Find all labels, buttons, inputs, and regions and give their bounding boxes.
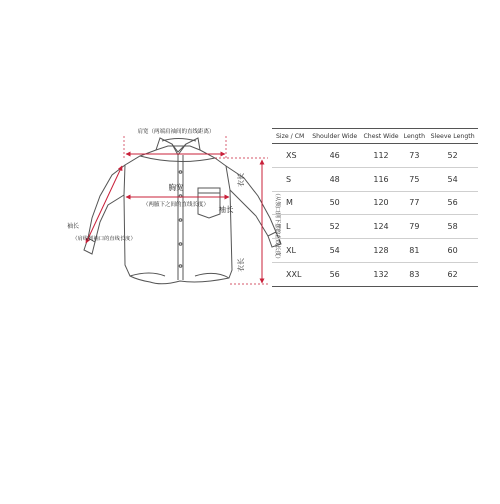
row-length: 81 bbox=[401, 239, 427, 263]
row-sleeve: 56 bbox=[427, 191, 478, 215]
row-size: XXL bbox=[272, 262, 309, 286]
chest-label: 胸宽 bbox=[168, 183, 184, 192]
row-chest: 124 bbox=[361, 215, 402, 239]
row-sleeve: 54 bbox=[427, 167, 478, 191]
row-sleeve: 58 bbox=[427, 215, 478, 239]
row-length: 79 bbox=[401, 215, 427, 239]
shoulder-label: 肩宽（两端肩袖间的直线距离） bbox=[137, 129, 215, 135]
row-length: 75 bbox=[401, 167, 427, 191]
row-chest: 112 bbox=[361, 144, 402, 168]
row-size: L bbox=[272, 215, 309, 239]
row-length: 73 bbox=[401, 144, 427, 168]
row-size: M bbox=[272, 191, 309, 215]
length-note: （从领口到下摆的直线长度） bbox=[274, 190, 280, 262]
length-label-top: 衣长 bbox=[237, 173, 245, 187]
sleeve-length-label: 袖长 bbox=[218, 205, 234, 214]
size-table-header bbox=[272, 129, 478, 144]
table-row bbox=[272, 239, 478, 263]
size-table bbox=[272, 128, 478, 287]
table-row bbox=[272, 167, 478, 191]
table-row bbox=[272, 215, 478, 239]
row-length: 77 bbox=[401, 191, 427, 215]
row-size: XS bbox=[272, 144, 309, 168]
sleeve-label: 袖长 bbox=[66, 223, 80, 230]
row-shoulder: 56 bbox=[309, 262, 361, 286]
row-chest: 120 bbox=[361, 191, 402, 215]
row-length: 83 bbox=[401, 262, 427, 286]
table-row bbox=[272, 262, 478, 286]
sleeve-note: （肩线到袖口的直线长度） bbox=[72, 236, 136, 242]
shirt-outline bbox=[84, 138, 281, 284]
chest-note: （两腋下之间的直线长度） bbox=[142, 202, 210, 208]
row-sleeve: 62 bbox=[427, 262, 478, 286]
row-chest: 128 bbox=[361, 239, 402, 263]
length-label-bottom: 衣长 bbox=[237, 258, 245, 272]
table-row bbox=[272, 144, 478, 168]
measurement-lines bbox=[86, 154, 262, 283]
row-sleeve: 60 bbox=[427, 239, 478, 263]
row-shoulder: 52 bbox=[309, 215, 361, 239]
row-sleeve: 52 bbox=[427, 144, 478, 168]
row-shoulder: 48 bbox=[309, 167, 361, 191]
header-length: Length bbox=[401, 129, 427, 144]
row-shoulder: 54 bbox=[309, 239, 361, 263]
row-shoulder: 50 bbox=[309, 191, 361, 215]
table-row bbox=[272, 191, 478, 215]
header-size: Size / CM bbox=[272, 129, 309, 144]
header-sleeve-length: Sleeve Length bbox=[427, 129, 478, 144]
header-shoulder-wide: Shoulder Wide bbox=[309, 129, 361, 144]
header-chest-wide: Chest Wide bbox=[361, 129, 402, 144]
row-shoulder: 46 bbox=[309, 144, 361, 168]
row-chest: 132 bbox=[361, 262, 402, 286]
row-size: S bbox=[272, 167, 309, 191]
row-chest: 116 bbox=[361, 167, 402, 191]
row-size: XL bbox=[272, 239, 309, 263]
guide-lines bbox=[124, 136, 268, 284]
sleeve-measure-line bbox=[86, 166, 122, 243]
